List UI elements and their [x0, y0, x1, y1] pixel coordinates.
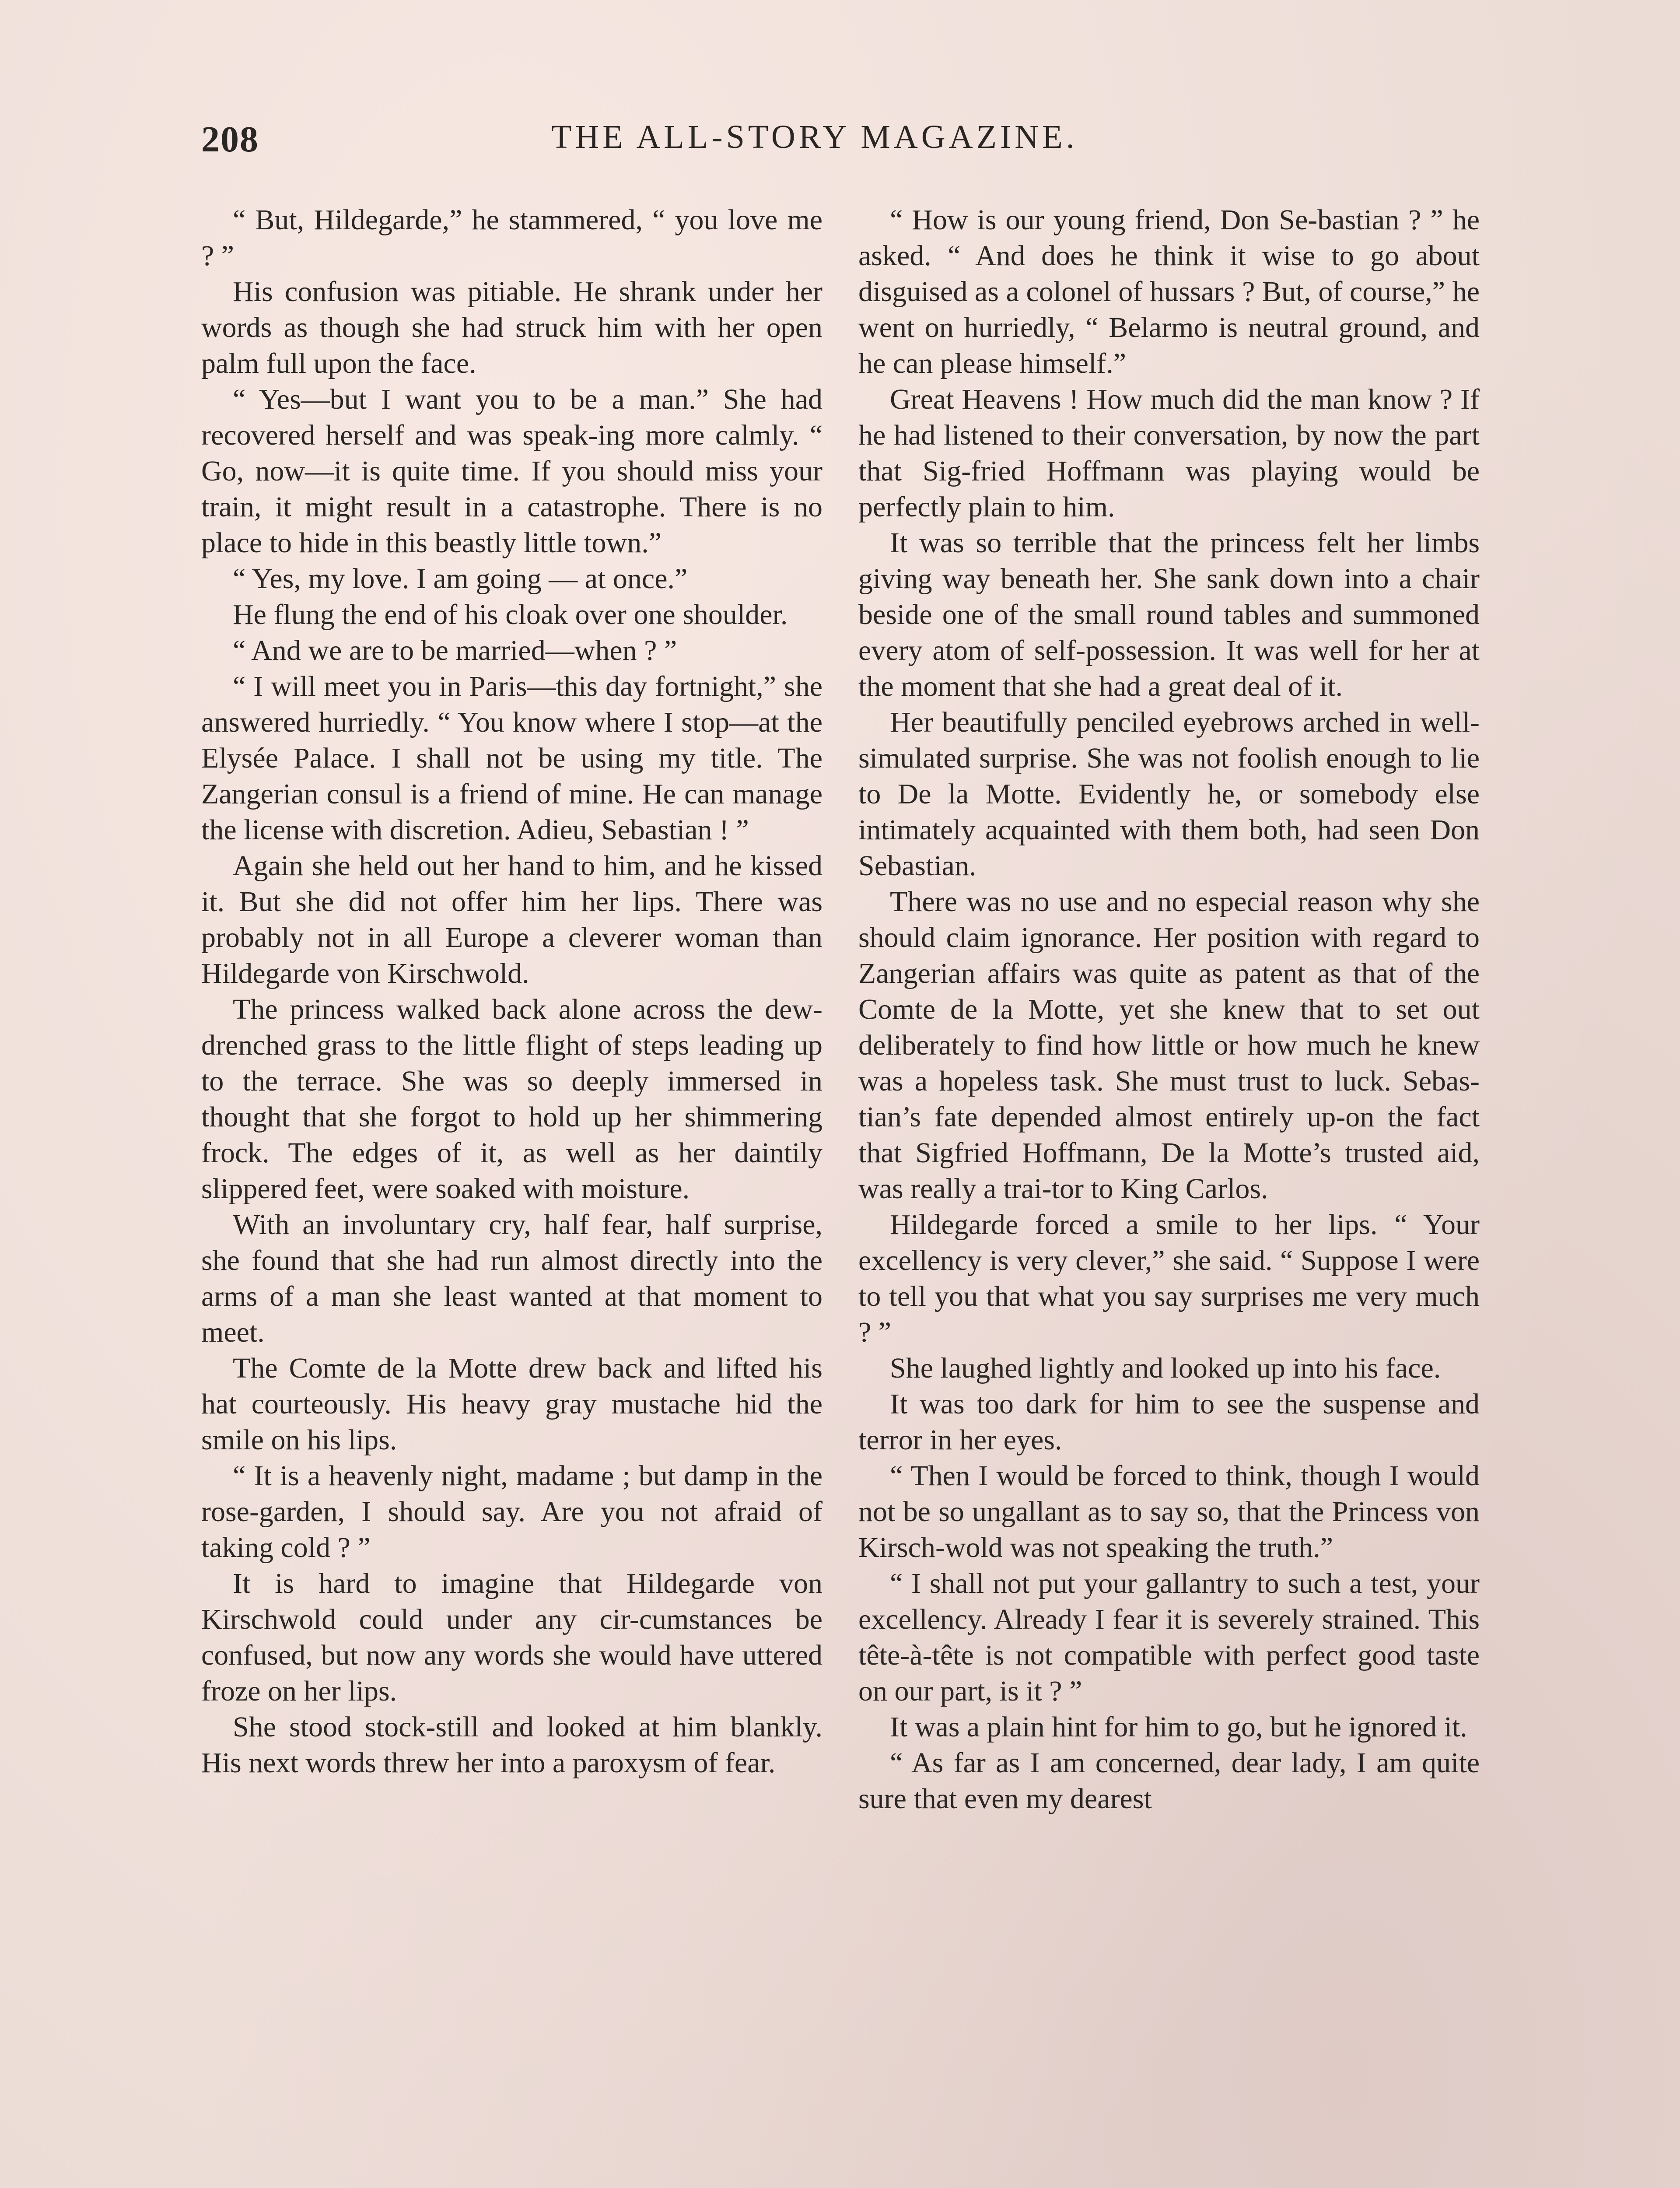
paragraph: The Comte de la Motte drew back and lifted his hat courteously. His heavy gray mustache hid the smile on his lips.: [201, 1352, 822, 1456]
paragraph: It was a plain hint for him to go, but he ignored it.: [890, 1711, 1467, 1743]
paragraph: Her beautifully penciled eyebrows arched in well-simulated surprise. She was not foolish enough to lie to De la Motte. Evidently he, or somebody else intimately acquainted with them both, had seen Don Sebastian.: [858, 706, 1480, 882]
paragraph: He flung the end of his cloak over one shoulder.: [233, 599, 788, 631]
paragraph: The princess walked back alone across the dew-drenched grass to the little flight of steps leading up to the terrace. She was so deeply immersed in thought that she forgot to hold up her shimmering frock. The edges of it, as well as her daintily slippered feet, were soaked with moisture.: [201, 993, 822, 1205]
paragraph: “ Yes—but I want you to be a man.” She had recovered herself and was speak-ing more calmly. “ Go, now—it is quite time. If you should miss your train, it might result in a catastrophe. There is no place to hide in this beastly little town.”: [201, 383, 822, 559]
paragraph: “ Yes, my love. I am going — at once.”: [233, 563, 688, 595]
paragraph: Again she held out her hand to him, and he kissed it. But she did not offer him her lips. There was probably not in all Europe a cleverer woman than Hildegarde von Kirschwold.: [201, 850, 822, 989]
paragraph: “ Then I would be forced to think, though I would not be so ungallant as to say so, that the Princess von Kirsch-wold was not speaking the truth.”: [858, 1460, 1480, 1564]
magazine-title: THE ALL-STORY MAGAZINE.: [551, 119, 1078, 155]
paragraph: “ How is our young friend, Don Se-bastian ? ” he asked. “ And does he think it wise to go about disguised as a colonel of hussars ? But, of course,” he went on hurriedly, “ Belarmo is neutral ground, and he can please himself.”: [858, 204, 1480, 379]
paragraph: With an involuntary cry, half fear, half surprise, she found that she had run almost directly into the arms of a man she least wanted at that moment to meet.: [201, 1209, 822, 1348]
paragraph: “ I will meet you in Paris—this day fortnight,” she answered hurriedly. “ You know where I stop—at the Elysée Palace. I shall not be using my title. The Zangerian consul is a friend of mine. He can manage the license with discretion. Adieu, Sebastian ! ”: [201, 670, 822, 846]
paragraph: Hildegarde forced a smile to her lips. “ Your excellency is very clever,” she said. “ Suppose I were to tell you that what you say surprises me very much ? ”: [858, 1209, 1480, 1348]
paragraph: “ It is a heavenly night, madame ; but damp in the rose-garden, I should say. Are you not afraid of taking cold ? ”: [201, 1460, 822, 1564]
paragraph: “ And we are to be married—when ? ”: [233, 635, 677, 666]
paragraph: His confusion was pitiable. He shrank under her words as though she had struck him with her open palm full upon the face.: [201, 276, 822, 379]
right-column: [858, 202, 1480, 1817]
paragraph: “ But, Hildegarde,” he stammered, “ you love me ? ”: [201, 204, 822, 272]
page-header: [201, 118, 1488, 166]
paragraph: “ As far as I am concerned, dear lady, I am quite sure that even my dearest: [858, 1747, 1480, 1815]
paragraph: Great Heavens ! How much did the man know ? If he had listened to their conversation, by now the part that Sig-fried Hoffmann was playing would be perfectly plain to him.: [858, 383, 1480, 523]
paragraph: It was too dark for him to see the suspense and terror in her eyes.: [858, 1388, 1480, 1456]
left-column: [201, 202, 822, 1781]
paragraph: There was no use and no especial reason why she should claim ignorance. Her position with regard to Zangerian affairs was quite as patent as that of the Comte de la Motte, yet she knew that to set out deliberately to find how little or how much he knew was a hopeless task. She must trust to luck. Sebas-tian’s fate depended almost entirely up-on the fact that Sigfried Hoffmann, De la Motte’s trusted aid, was really a trai-tor to King Carlos.: [858, 886, 1480, 1205]
paragraph: She laughed lightly and looked up into his face.: [890, 1352, 1441, 1384]
paragraph: It is hard to imagine that Hildegarde von Kirschwold could under any cir-cumstances be confused, but now any words she would have uttered froze on her lips.: [201, 1567, 822, 1707]
paragraph: She stood stock-still and looked at him blankly. His next words threw her into a paroxysm of fear.: [201, 1711, 822, 1779]
paragraph: It was so terrible that the princess felt her limbs giving way beneath her. She sank down into a chair beside one of the small round tables and summoned every atom of self-possession. It was well for her at the moment that she had a great deal of it.: [858, 527, 1480, 702]
page-number: 208: [201, 119, 259, 160]
paragraph: “ I shall not put your gallantry to such a test, your excellency. Already I fear it is severely strained. This tête-à-tête is not compatible with perfect good taste on our part, is it ? ”: [858, 1567, 1480, 1707]
